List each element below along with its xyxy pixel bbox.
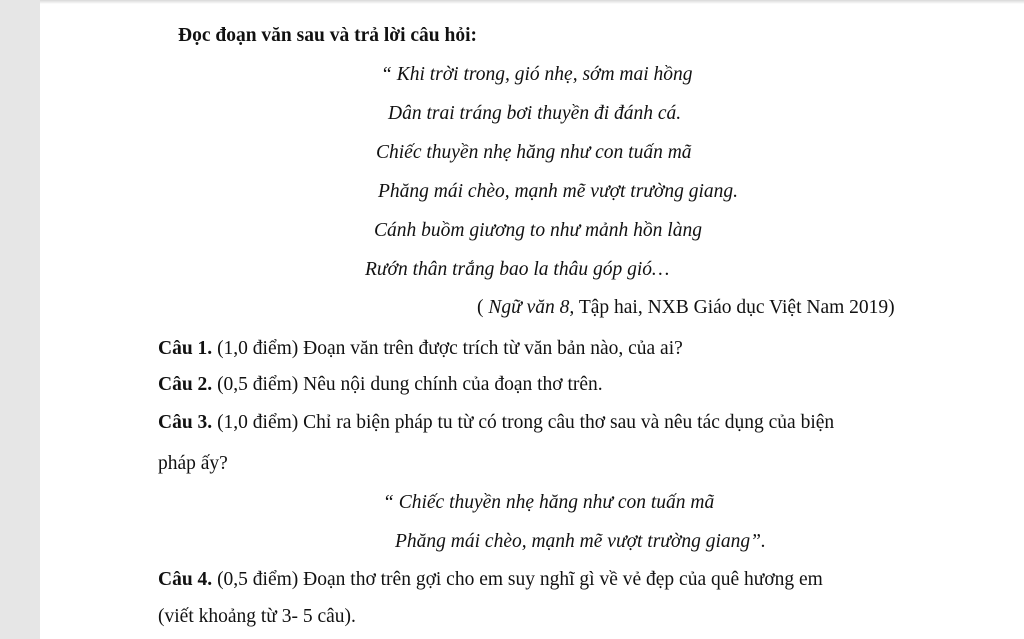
question-3-label: Câu 3. bbox=[158, 412, 213, 433]
question-4-label: Câu 4. bbox=[158, 569, 213, 590]
question-4-text: Đoạn thơ trên gợi cho em suy nghĩ gì về vẻ đẹp của quê hương em bbox=[303, 569, 823, 590]
question-2-label: Câu 2. bbox=[158, 374, 213, 395]
source-rest: Tập hai, NXB Giáo dục Việt Nam 2019) bbox=[574, 297, 895, 318]
quote-line-2: Phăng mái chèo, mạnh mẽ vượt trường giang”. bbox=[395, 531, 766, 552]
question-3 bbox=[158, 411, 834, 435]
poem-line-1: “ Khi trời trong, gió nhẹ, sớm mai hồng bbox=[381, 64, 693, 85]
document-page bbox=[40, 0, 1024, 639]
instruction-heading bbox=[178, 24, 477, 48]
instruction-text: Đọc đoạn văn sau và trả lời câu hỏi: bbox=[178, 25, 477, 46]
source-open: ( bbox=[477, 297, 489, 318]
source-book: Ngữ văn 8, bbox=[488, 297, 575, 318]
question-4-continuation: (viết khoảng từ 3- 5 câu). bbox=[158, 606, 356, 627]
poem-line-2: Dân trai tráng bơi thuyền đi đánh cá. bbox=[388, 103, 682, 124]
question-4 bbox=[158, 568, 823, 592]
question-3-text: Chỉ ra biện pháp tu từ có trong câu thơ sau và nêu tác dụng của biện bbox=[303, 412, 835, 433]
question-1-text: Đoạn văn trên được trích từ văn bản nào, của ai? bbox=[303, 338, 683, 359]
poem-line-5: Cánh buồm giương to như mảnh hồn làng bbox=[374, 220, 702, 241]
question-3-continuation: pháp ấy? bbox=[158, 453, 228, 474]
question-3-points: (1,0 điểm) bbox=[212, 412, 304, 433]
question-4-points: (0,5 điểm) bbox=[212, 569, 304, 590]
question-2 bbox=[158, 373, 603, 397]
question-1-label: Câu 1. bbox=[158, 338, 213, 359]
quote-line-1: “ Chiếc thuyền nhẹ hăng như con tuấn mã bbox=[383, 492, 715, 513]
poem-source bbox=[477, 296, 895, 320]
poem-line-4: Phăng mái chèo, mạnh mẽ vượt trường giang. bbox=[378, 181, 738, 202]
question-2-points: (0,5 điểm) bbox=[212, 374, 304, 395]
question-1 bbox=[158, 337, 683, 361]
poem-line-6: Rướn thân trắng bao la thâu góp gió… bbox=[365, 259, 670, 280]
question-1-points: (1,0 điểm) bbox=[212, 338, 304, 359]
poem-line-3: Chiếc thuyền nhẹ hăng như con tuấn mã bbox=[376, 142, 692, 163]
page-top-edge bbox=[40, 0, 1024, 4]
question-2-text: Nêu nội dung chính của đoạn thơ trên. bbox=[303, 374, 603, 395]
